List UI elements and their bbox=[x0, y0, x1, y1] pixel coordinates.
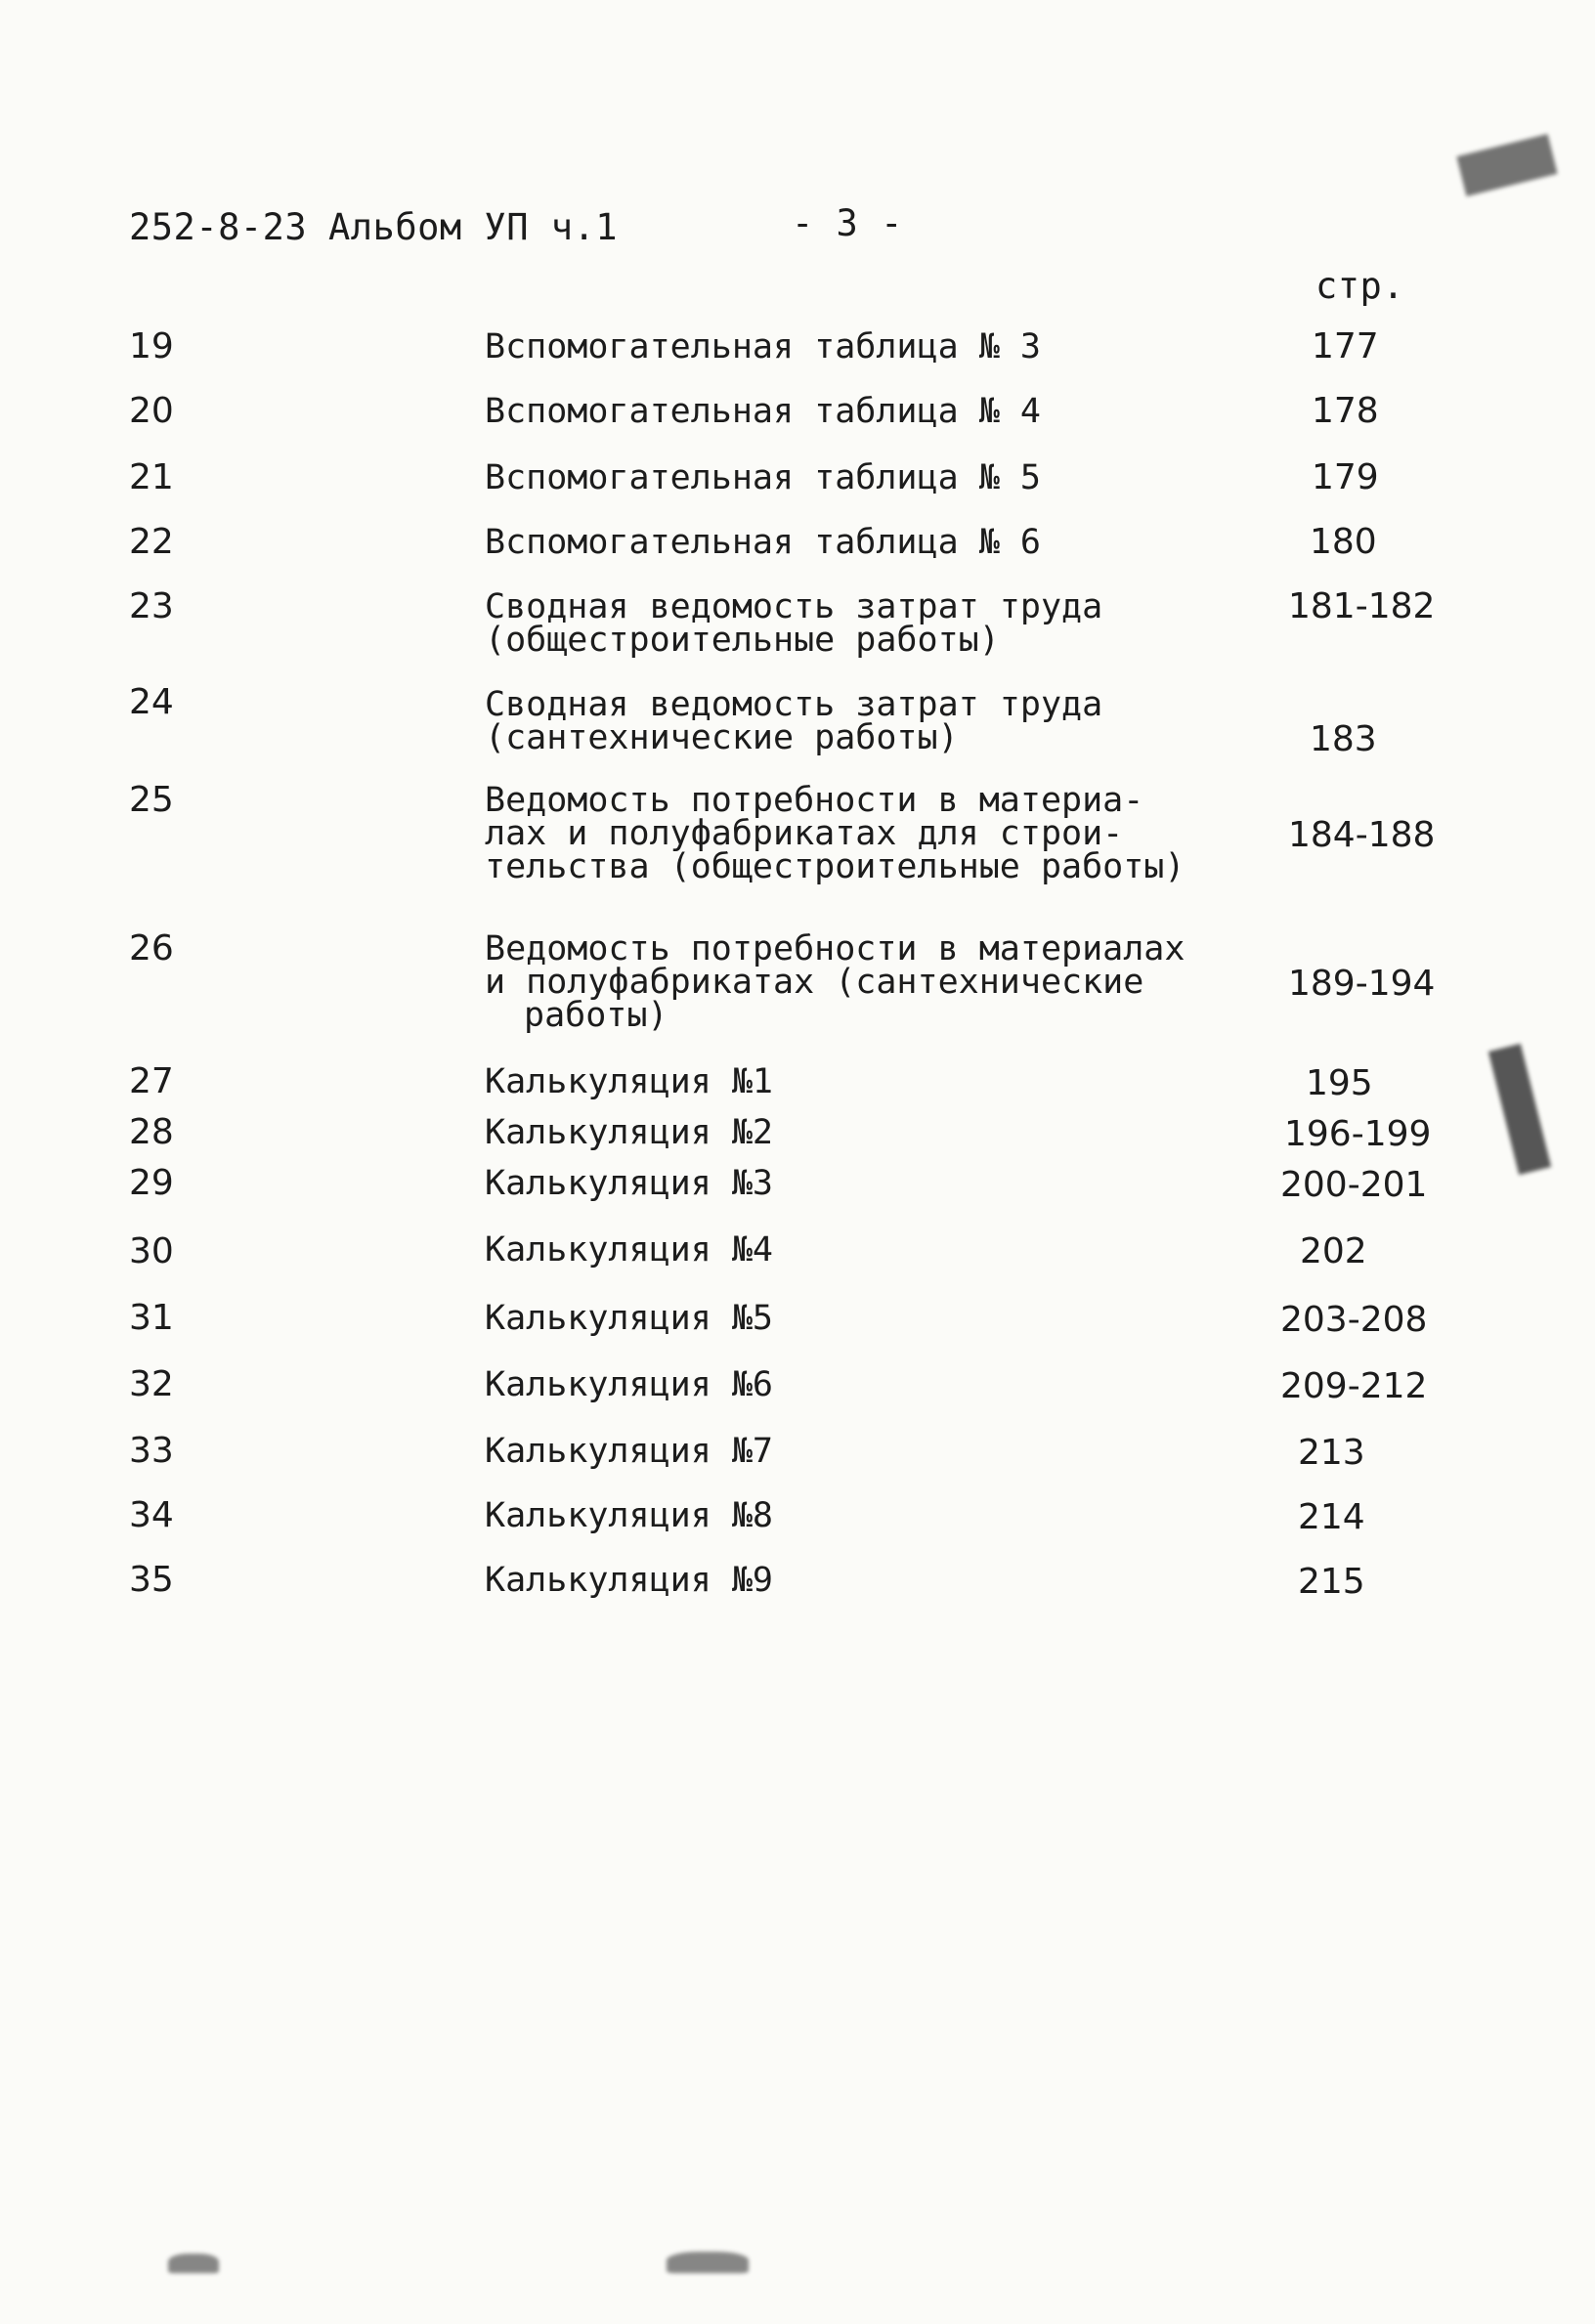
entry-pages: 213 bbox=[1298, 1433, 1365, 1473]
entry-title bbox=[485, 327, 1041, 366]
entry-title bbox=[485, 1164, 774, 1203]
entry-line: Калькуляция №1 bbox=[485, 1062, 774, 1101]
entry-pages: 195 bbox=[1306, 1063, 1373, 1103]
entry-title bbox=[485, 1496, 774, 1535]
entry-pages: 180 bbox=[1310, 522, 1377, 562]
entry-line: Вспомогательная таблица № 3 bbox=[485, 327, 1041, 366]
entry-title bbox=[485, 1561, 774, 1600]
entry-number: 20 bbox=[129, 391, 174, 431]
entry-pages: 203-208 bbox=[1280, 1300, 1428, 1340]
entry-pages: 202 bbox=[1300, 1231, 1367, 1271]
entry-line: Ведомость потребности в материалах bbox=[485, 929, 1185, 968]
entry-line: (сантехнические работы) bbox=[485, 718, 959, 757]
entry-title bbox=[485, 523, 1041, 562]
entry-title bbox=[485, 392, 1041, 431]
entry-line: Сводная ведомость затрат труда bbox=[485, 587, 1103, 626]
entry-line: Сводная ведомость затрат труда bbox=[485, 685, 1103, 724]
entry-pages: 214 bbox=[1298, 1497, 1365, 1537]
entry-title bbox=[485, 587, 1103, 660]
entry-number: 28 bbox=[129, 1112, 174, 1152]
doc-code: 252-8-23 bbox=[129, 206, 308, 248]
entry-title bbox=[485, 458, 1041, 497]
scan-smudge bbox=[168, 2254, 219, 2273]
entry-line: Калькуляция №5 bbox=[485, 1299, 774, 1338]
entry-pages: 184-188 bbox=[1288, 815, 1436, 855]
scan-smudge bbox=[1456, 134, 1557, 196]
page-column-label: стр. bbox=[1315, 265, 1405, 307]
entry-pages: 179 bbox=[1312, 457, 1379, 497]
entry-title bbox=[485, 1230, 774, 1270]
entry-line: Вспомогательная таблица № 4 bbox=[485, 392, 1041, 431]
entry-line: Калькуляция №7 bbox=[485, 1432, 774, 1471]
entry-line: Ведомость потребности в материа- bbox=[485, 781, 1144, 820]
entry-line: Калькуляция №8 bbox=[485, 1496, 774, 1535]
entry-line: Калькуляция №3 bbox=[485, 1164, 774, 1203]
entry-line: Калькуляция №9 bbox=[485, 1561, 774, 1600]
scan-smudge bbox=[667, 2252, 749, 2273]
entry-number: 23 bbox=[129, 586, 174, 626]
entry-number: 29 bbox=[129, 1163, 174, 1203]
entry-number: 27 bbox=[129, 1061, 174, 1101]
entry-title bbox=[485, 1113, 774, 1152]
entry-number: 33 bbox=[129, 1431, 174, 1471]
entry-line: Калькуляция №2 bbox=[485, 1113, 774, 1152]
entry-title bbox=[485, 929, 1185, 1035]
entry-number: 34 bbox=[129, 1495, 174, 1535]
entry-number: 19 bbox=[129, 326, 174, 366]
entry-line: Калькуляция №4 bbox=[485, 1230, 774, 1270]
entry-number: 30 bbox=[129, 1231, 174, 1271]
entry-title bbox=[485, 1062, 774, 1101]
entry-line: работы) bbox=[524, 996, 668, 1035]
entry-number: 31 bbox=[129, 1298, 174, 1338]
scan-smudge bbox=[1488, 1044, 1551, 1175]
entry-line: тельства (общестроительные работы) bbox=[485, 847, 1185, 886]
entry-line: Вспомогательная таблица № 6 bbox=[485, 523, 1041, 562]
entry-number: 24 bbox=[129, 682, 174, 722]
album-title: Альбом УП ч.1 bbox=[328, 206, 619, 248]
entry-line: и полуфабрикатах (сантехнические bbox=[485, 963, 1144, 1002]
entry-number: 25 bbox=[129, 780, 174, 820]
entry-line: лах и полуфабрикатах для строи- bbox=[485, 814, 1124, 853]
entry-pages: 181-182 bbox=[1288, 586, 1436, 626]
entry-number: 35 bbox=[129, 1560, 174, 1600]
entry-number: 21 bbox=[129, 457, 174, 497]
entry-pages: 189-194 bbox=[1288, 964, 1436, 1004]
entry-title bbox=[485, 1299, 774, 1338]
entry-number: 22 bbox=[129, 522, 174, 562]
entry-pages: 209-212 bbox=[1280, 1366, 1428, 1406]
entry-pages: 196-199 bbox=[1284, 1114, 1432, 1154]
entry-pages: 183 bbox=[1310, 719, 1377, 759]
entry-pages: 177 bbox=[1312, 326, 1379, 366]
entry-line: (общестроительные работы) bbox=[485, 621, 1000, 660]
entry-title bbox=[485, 1365, 774, 1404]
entry-pages: 178 bbox=[1312, 391, 1379, 431]
entry-line: Вспомогательная таблица № 5 bbox=[485, 458, 1041, 497]
entry-pages: 215 bbox=[1298, 1562, 1365, 1602]
entry-pages: 200-201 bbox=[1280, 1165, 1428, 1205]
page-number: - 3 - bbox=[792, 202, 903, 244]
entry-title bbox=[485, 685, 1103, 757]
entry-line: Калькуляция №6 bbox=[485, 1365, 774, 1404]
entry-number: 32 bbox=[129, 1364, 174, 1404]
entry-title bbox=[485, 781, 1185, 886]
entry-title bbox=[485, 1432, 774, 1471]
entry-number: 26 bbox=[129, 928, 174, 968]
